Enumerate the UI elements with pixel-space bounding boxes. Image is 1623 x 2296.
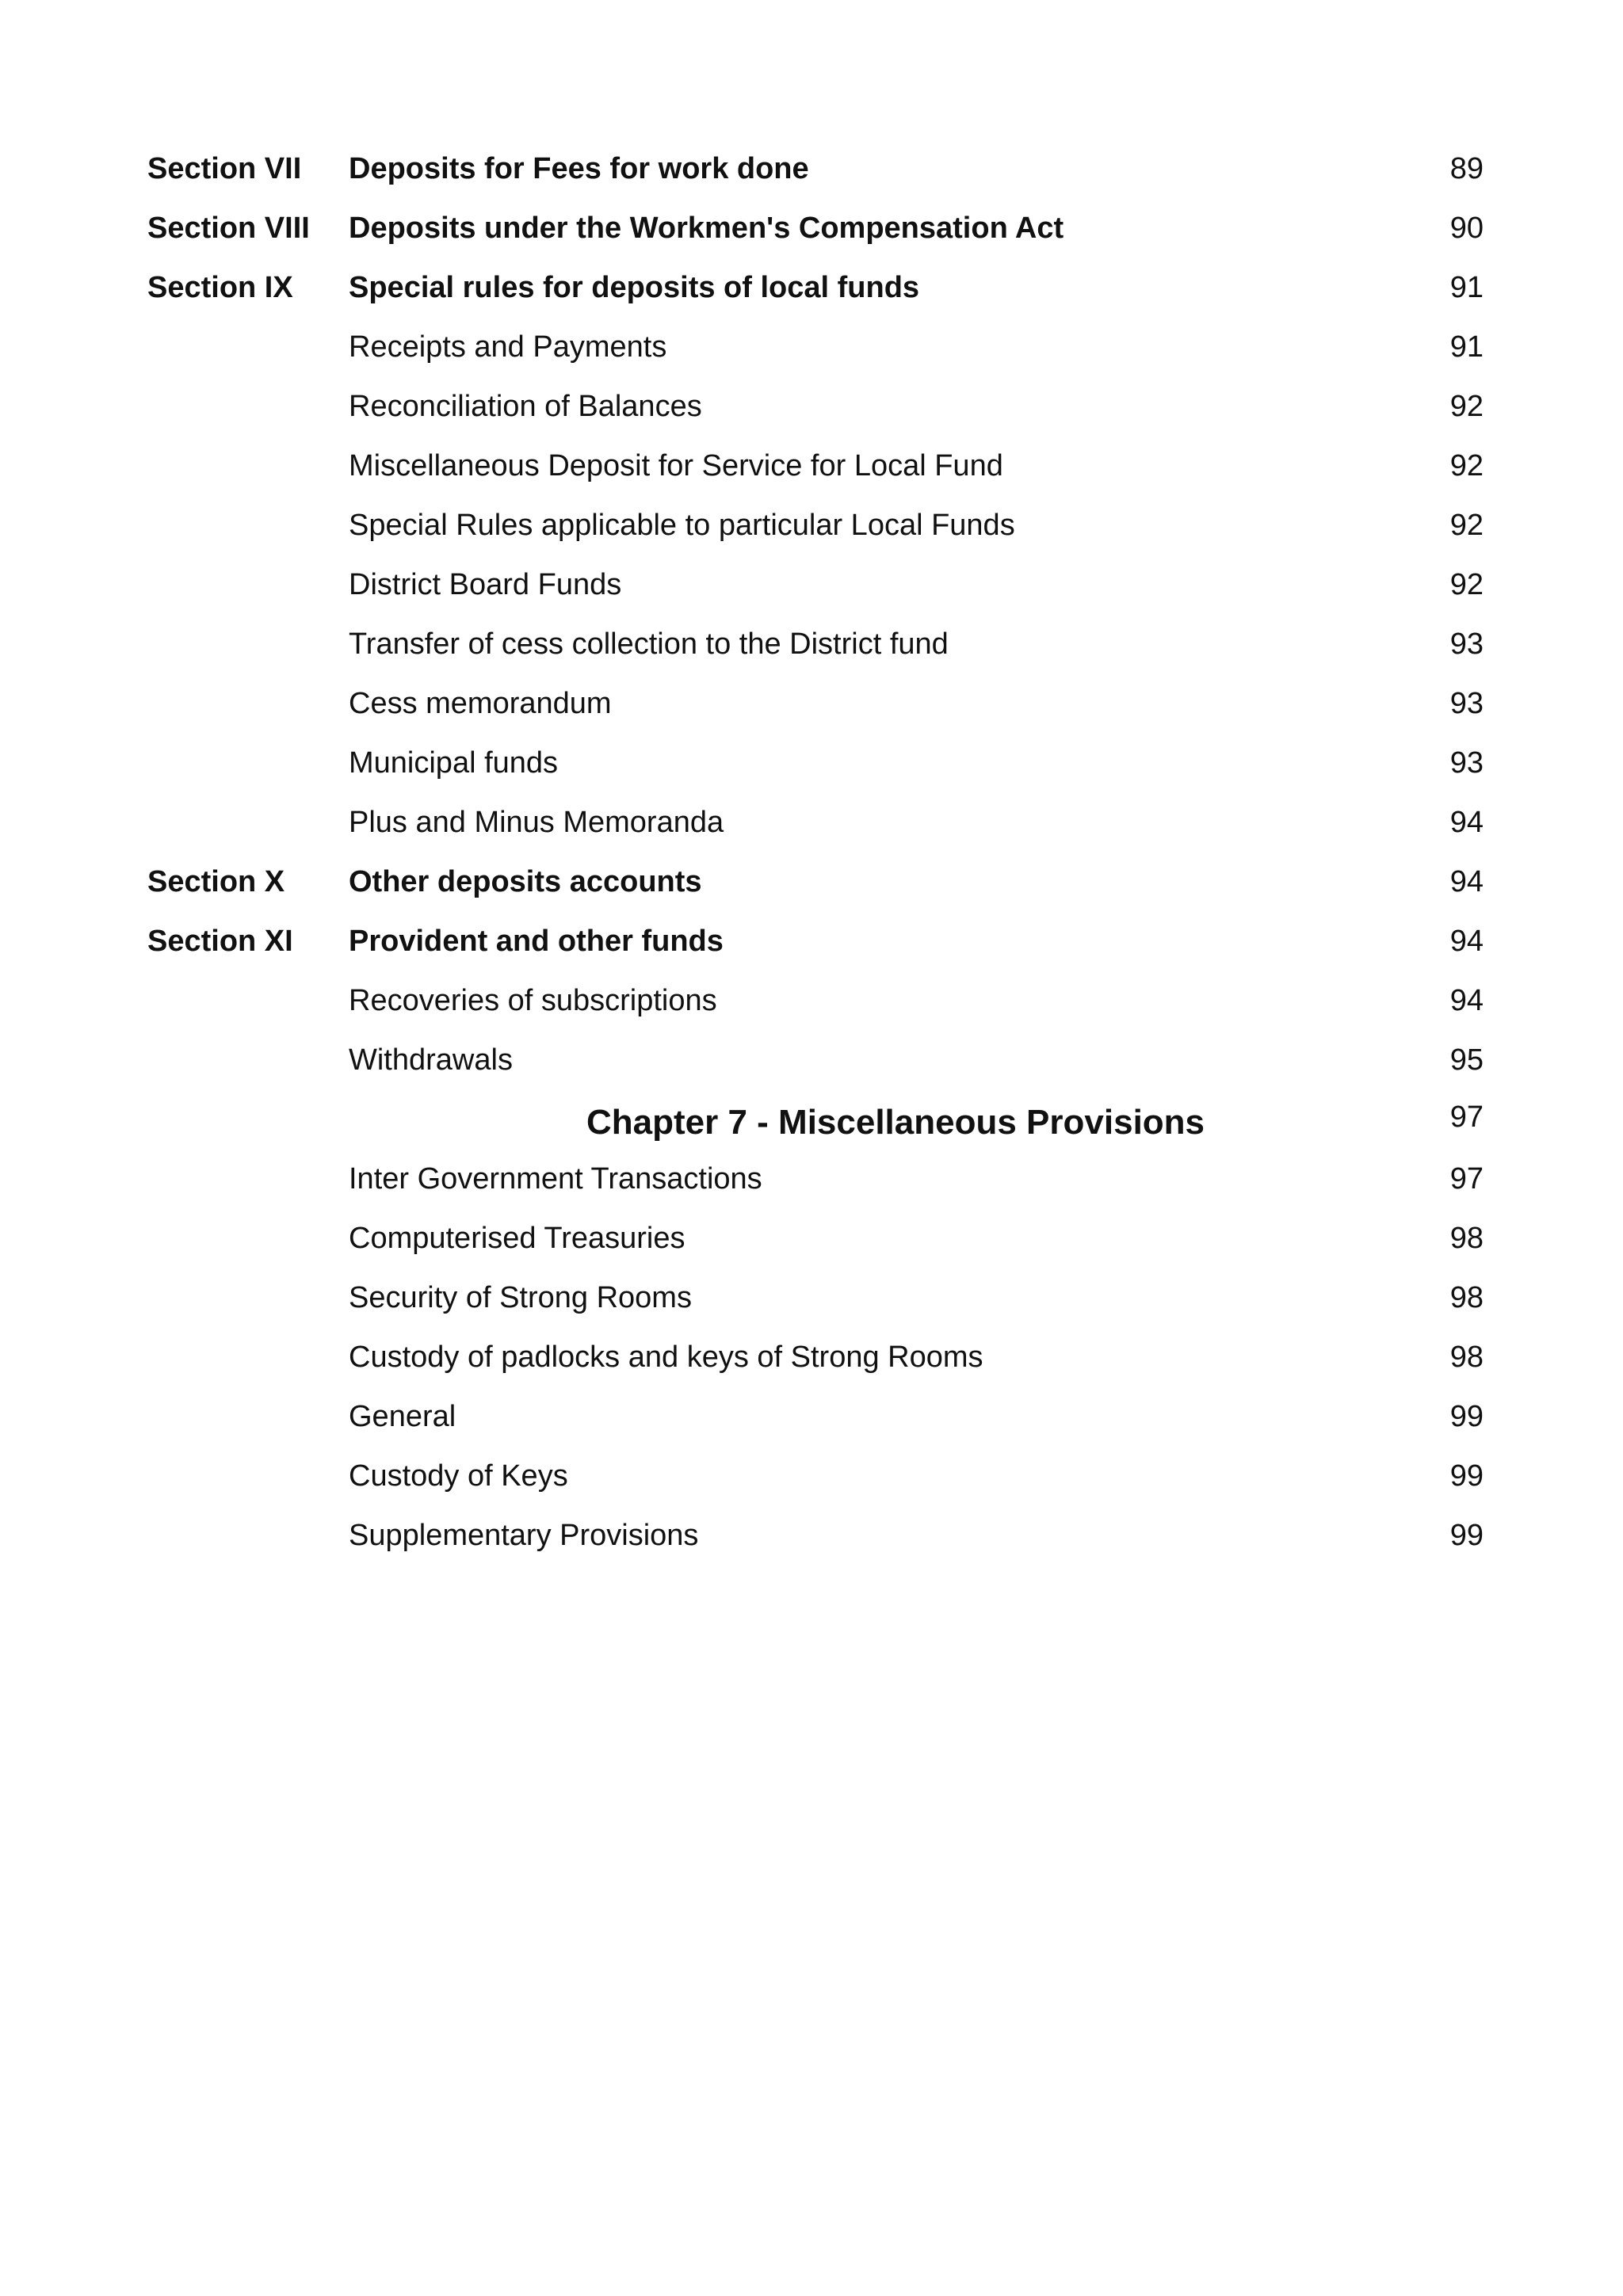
toc-row[interactable] — [0, 1209, 1623, 1268]
entry-title: Security of Strong Rooms — [349, 1281, 692, 1314]
entry-title: Inter Government Transactions — [349, 1162, 762, 1196]
toc-row[interactable] — [0, 496, 1623, 555]
entry-title: Transfer of cess collection to the District fund — [349, 627, 949, 661]
page-number: 91 — [1449, 330, 1484, 364]
page-number: 98 — [1449, 1281, 1484, 1314]
page-number: 91 — [1449, 271, 1484, 304]
entry-title: Recoveries of subscriptions — [349, 984, 717, 1017]
toc-row-section-x[interactable] — [0, 852, 1623, 912]
toc-row[interactable] — [0, 1447, 1623, 1506]
section-label: Section IX — [147, 271, 293, 304]
toc-row[interactable] — [0, 615, 1623, 674]
page-number: 94 — [1449, 865, 1484, 898]
section-label: Section VIII — [147, 212, 310, 245]
section-title: Deposits for Fees for work done — [349, 152, 809, 185]
entry-title: Withdrawals — [349, 1043, 513, 1077]
entry-title: Miscellaneous Deposit for Service for Local Fund — [349, 449, 1003, 482]
toc-row[interactable] — [0, 674, 1623, 734]
page-number: 93 — [1449, 746, 1484, 780]
page-number: 99 — [1449, 1400, 1484, 1433]
entry-title: Special Rules applicable to particular Local Funds — [349, 509, 1015, 542]
page-number: 98 — [1449, 1222, 1484, 1255]
page-number: 89 — [1449, 152, 1484, 185]
toc-row-section-ix[interactable] — [0, 258, 1623, 318]
toc-row[interactable] — [0, 1506, 1623, 1566]
page-number: 90 — [1449, 212, 1484, 245]
toc-row[interactable] — [0, 318, 1623, 377]
entry-title: Reconciliation of Balances — [349, 390, 702, 423]
toc-row-section-xi[interactable] — [0, 912, 1623, 971]
section-title: Other deposits accounts — [349, 865, 702, 898]
entry-title: District Board Funds — [349, 568, 622, 601]
page-number: 93 — [1449, 687, 1484, 720]
page-number: 97 — [1449, 1162, 1484, 1196]
page-number: 92 — [1449, 390, 1484, 423]
page-number: 95 — [1449, 1043, 1484, 1077]
section-label: Section X — [147, 865, 285, 898]
section-label: Section XI — [147, 925, 293, 958]
toc-chapter-heading[interactable] — [0, 1090, 1623, 1150]
toc-row[interactable] — [0, 1031, 1623, 1090]
toc-row[interactable] — [0, 377, 1623, 437]
toc-row[interactable] — [0, 1387, 1623, 1447]
page-number: 99 — [1449, 1459, 1484, 1493]
page-number: 94 — [1449, 925, 1484, 958]
page-number: 97 — [1449, 1100, 1484, 1134]
toc-row[interactable] — [0, 555, 1623, 615]
page-number: 92 — [1449, 568, 1484, 601]
page-number: 93 — [1449, 627, 1484, 661]
entry-title: Computerised Treasuries — [349, 1222, 685, 1255]
toc-row[interactable] — [0, 793, 1623, 852]
page-number: 99 — [1449, 1519, 1484, 1552]
entry-title: Receipts and Payments — [349, 330, 667, 364]
entry-title: Custody of padlocks and keys of Strong Rooms — [349, 1341, 983, 1374]
section-label: Section VII — [147, 152, 302, 185]
entry-title: Supplementary Provisions — [349, 1519, 699, 1552]
entry-title: Custody of Keys — [349, 1459, 568, 1493]
section-title: Special rules for deposits of local funds — [349, 271, 920, 304]
page-number: 98 — [1449, 1341, 1484, 1374]
section-title: Provident and other funds — [349, 925, 724, 958]
entry-title: Municipal funds — [349, 746, 559, 780]
page-number: 94 — [1449, 984, 1484, 1017]
toc-row-section-vii[interactable] — [0, 139, 1623, 199]
chapter-title: Chapter 7 - Miscellaneous Provisions — [586, 1103, 1205, 1142]
toc-row[interactable] — [0, 437, 1623, 496]
toc-row-section-viii[interactable] — [0, 199, 1623, 258]
page-number: 92 — [1449, 509, 1484, 542]
toc-row[interactable] — [0, 1150, 1623, 1209]
entry-title: General — [349, 1400, 456, 1433]
toc-row[interactable] — [0, 1268, 1623, 1328]
entry-title: Cess memorandum — [349, 687, 612, 720]
page-number: 94 — [1449, 806, 1484, 839]
toc-row[interactable] — [0, 734, 1623, 793]
entry-title: Plus and Minus Memoranda — [349, 806, 724, 839]
section-title: Deposits under the Workmen's Compensation Act — [349, 212, 1064, 245]
page-number: 92 — [1449, 449, 1484, 482]
toc-row[interactable] — [0, 1328, 1623, 1387]
toc-row[interactable] — [0, 971, 1623, 1031]
